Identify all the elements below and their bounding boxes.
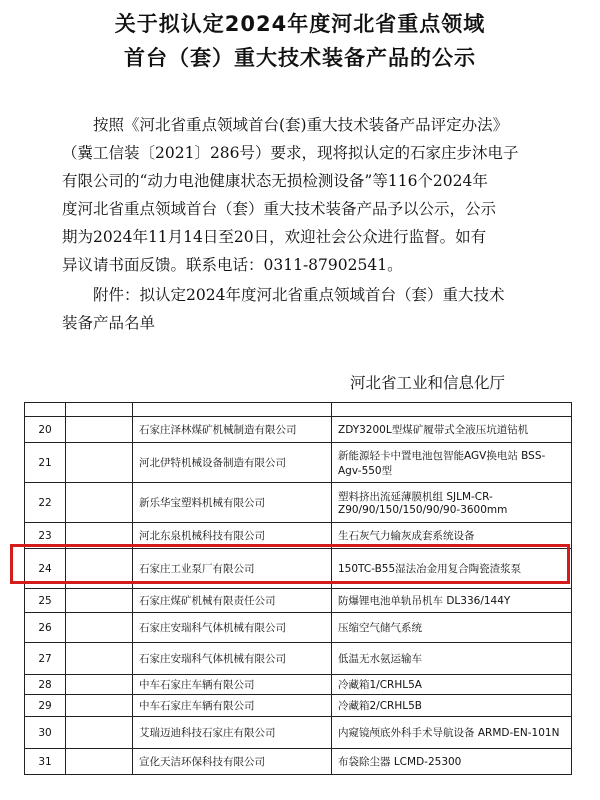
empty-cell	[66, 643, 133, 675]
empty-cell	[66, 443, 133, 483]
row-number	[25, 403, 66, 417]
empty-cell	[66, 417, 133, 443]
company-cell: 石家庄安瑞科气体机械有限公司	[133, 643, 332, 675]
product-cell: 塑料挤出流延薄膜机组 SJLM-CR-Z90/90/150/150/90/90-3600mm	[332, 483, 572, 523]
empty-cell	[66, 613, 133, 643]
product-cell: 防爆锂电池单轨吊机车 DL336/144Y	[332, 589, 572, 613]
product-cell: 低温无水氨运输车	[332, 643, 572, 675]
company-cell: 石家庄泽林煤矿机械制造有限公司	[133, 417, 332, 443]
empty-cell	[66, 749, 133, 775]
product-cell: 布袋除尘器 LCMD-25300	[332, 749, 572, 775]
product-list-table	[24, 402, 572, 775]
product-cell: 冷藏箱2/CRHL5B	[332, 695, 572, 717]
table-row	[25, 417, 572, 443]
table-row	[25, 613, 572, 643]
product-cell: 冷藏箱1/CRHL5A	[332, 675, 572, 695]
empty-cell	[66, 717, 133, 749]
body-paragraph-line-4: 度河北省重点领域首台（套）重大技术装备产品予以公示，公示	[62, 200, 497, 218]
row-number: 26	[25, 613, 66, 643]
row-number: 28	[25, 675, 66, 695]
body-paragraph-line-1: 按照《河北省重点领域首台(套)重大技术装备产品评定办法》	[93, 116, 509, 134]
empty-cell	[66, 589, 133, 613]
row-number: 27	[25, 643, 66, 675]
table-row	[25, 403, 572, 417]
product-cell: 生石灰气力输灰成套系统设备	[332, 523, 572, 549]
row-number: 21	[25, 443, 66, 483]
company-cell: 中车石家庄车辆有限公司	[133, 695, 332, 717]
row-number: 29	[25, 695, 66, 717]
attachment-line-1: 附件：拟认定2024年度河北省重点领域首台（套）重大技术	[93, 286, 505, 304]
company-cell: 河北东泉机械科技有限公司	[133, 523, 332, 549]
company-cell: 新乐华宝塑料机械有限公司	[133, 483, 332, 523]
table-row	[25, 675, 572, 695]
row-number: 24	[25, 549, 66, 589]
row-number: 22	[25, 483, 66, 523]
page-subtitle: 首台（套）重大技术装备产品的公示	[124, 46, 476, 70]
product-cell: 150TC-B55湿法冶金用复合陶瓷渣浆泵	[332, 549, 572, 589]
empty-cell	[66, 675, 133, 695]
highlight-box-row-24	[10, 544, 570, 584]
empty-cell	[66, 403, 133, 417]
product-cell: 内窥镜颅底外科手术导航设备 ARMD-EN-101N	[332, 717, 572, 749]
row-number: 31	[25, 749, 66, 775]
product-cell	[332, 403, 572, 417]
table-row	[25, 749, 572, 775]
attachment-line-2: 装备产品名单	[62, 314, 156, 332]
body-paragraph-line-3: 有限公司的“动力电池健康状态无损检测设备”等116个2024年	[62, 172, 488, 190]
company-cell: 河北伊特机械设备制造有限公司	[133, 443, 332, 483]
row-number: 30	[25, 717, 66, 749]
table-row	[25, 717, 572, 749]
company-cell: 石家庄煤矿机械有限责任公司	[133, 589, 332, 613]
body-paragraph-line-6: 异议请书面反馈。联系电话：0311-87902541。	[62, 256, 403, 274]
table-row	[25, 483, 572, 523]
company-cell: 石家庄工业泵厂有限公司	[133, 549, 332, 589]
table-row	[25, 589, 572, 613]
issuer-signature: 河北省工业和信息化厅	[350, 374, 506, 392]
empty-cell	[66, 483, 133, 523]
company-cell: 石家庄安瑞科气体机械有限公司	[133, 613, 332, 643]
company-cell: 宣化天洁环保科技有限公司	[133, 749, 332, 775]
empty-cell	[66, 695, 133, 717]
product-cell: ZDY3200L型煤矿履带式全液压坑道钻机	[332, 417, 572, 443]
table-row	[25, 643, 572, 675]
table-row	[25, 443, 572, 483]
row-number: 23	[25, 523, 66, 549]
body-paragraph-line-5: 期为2024年11月14日至20日，欢迎社会公众进行监督。如有	[62, 228, 487, 246]
company-cell	[133, 403, 332, 417]
page-title: 关于拟认定2024年度河北省重点领域	[114, 12, 486, 36]
row-number: 25	[25, 589, 66, 613]
body-paragraph-line-2: （冀工信装〔2021〕286号）要求，现将拟认定的石家庄步沐电子	[62, 144, 519, 162]
company-cell: 中车石家庄车辆有限公司	[133, 675, 332, 695]
product-cell: 压缩空气储气系统	[332, 613, 572, 643]
product-cell: 新能源轻卡中置电池包智能AGV换电站 BSS-Agv-550型	[332, 443, 572, 483]
company-cell: 艾瑞迈迪科技石家庄有限公司	[133, 717, 332, 749]
row-number: 20	[25, 417, 66, 443]
table-row	[25, 695, 572, 717]
